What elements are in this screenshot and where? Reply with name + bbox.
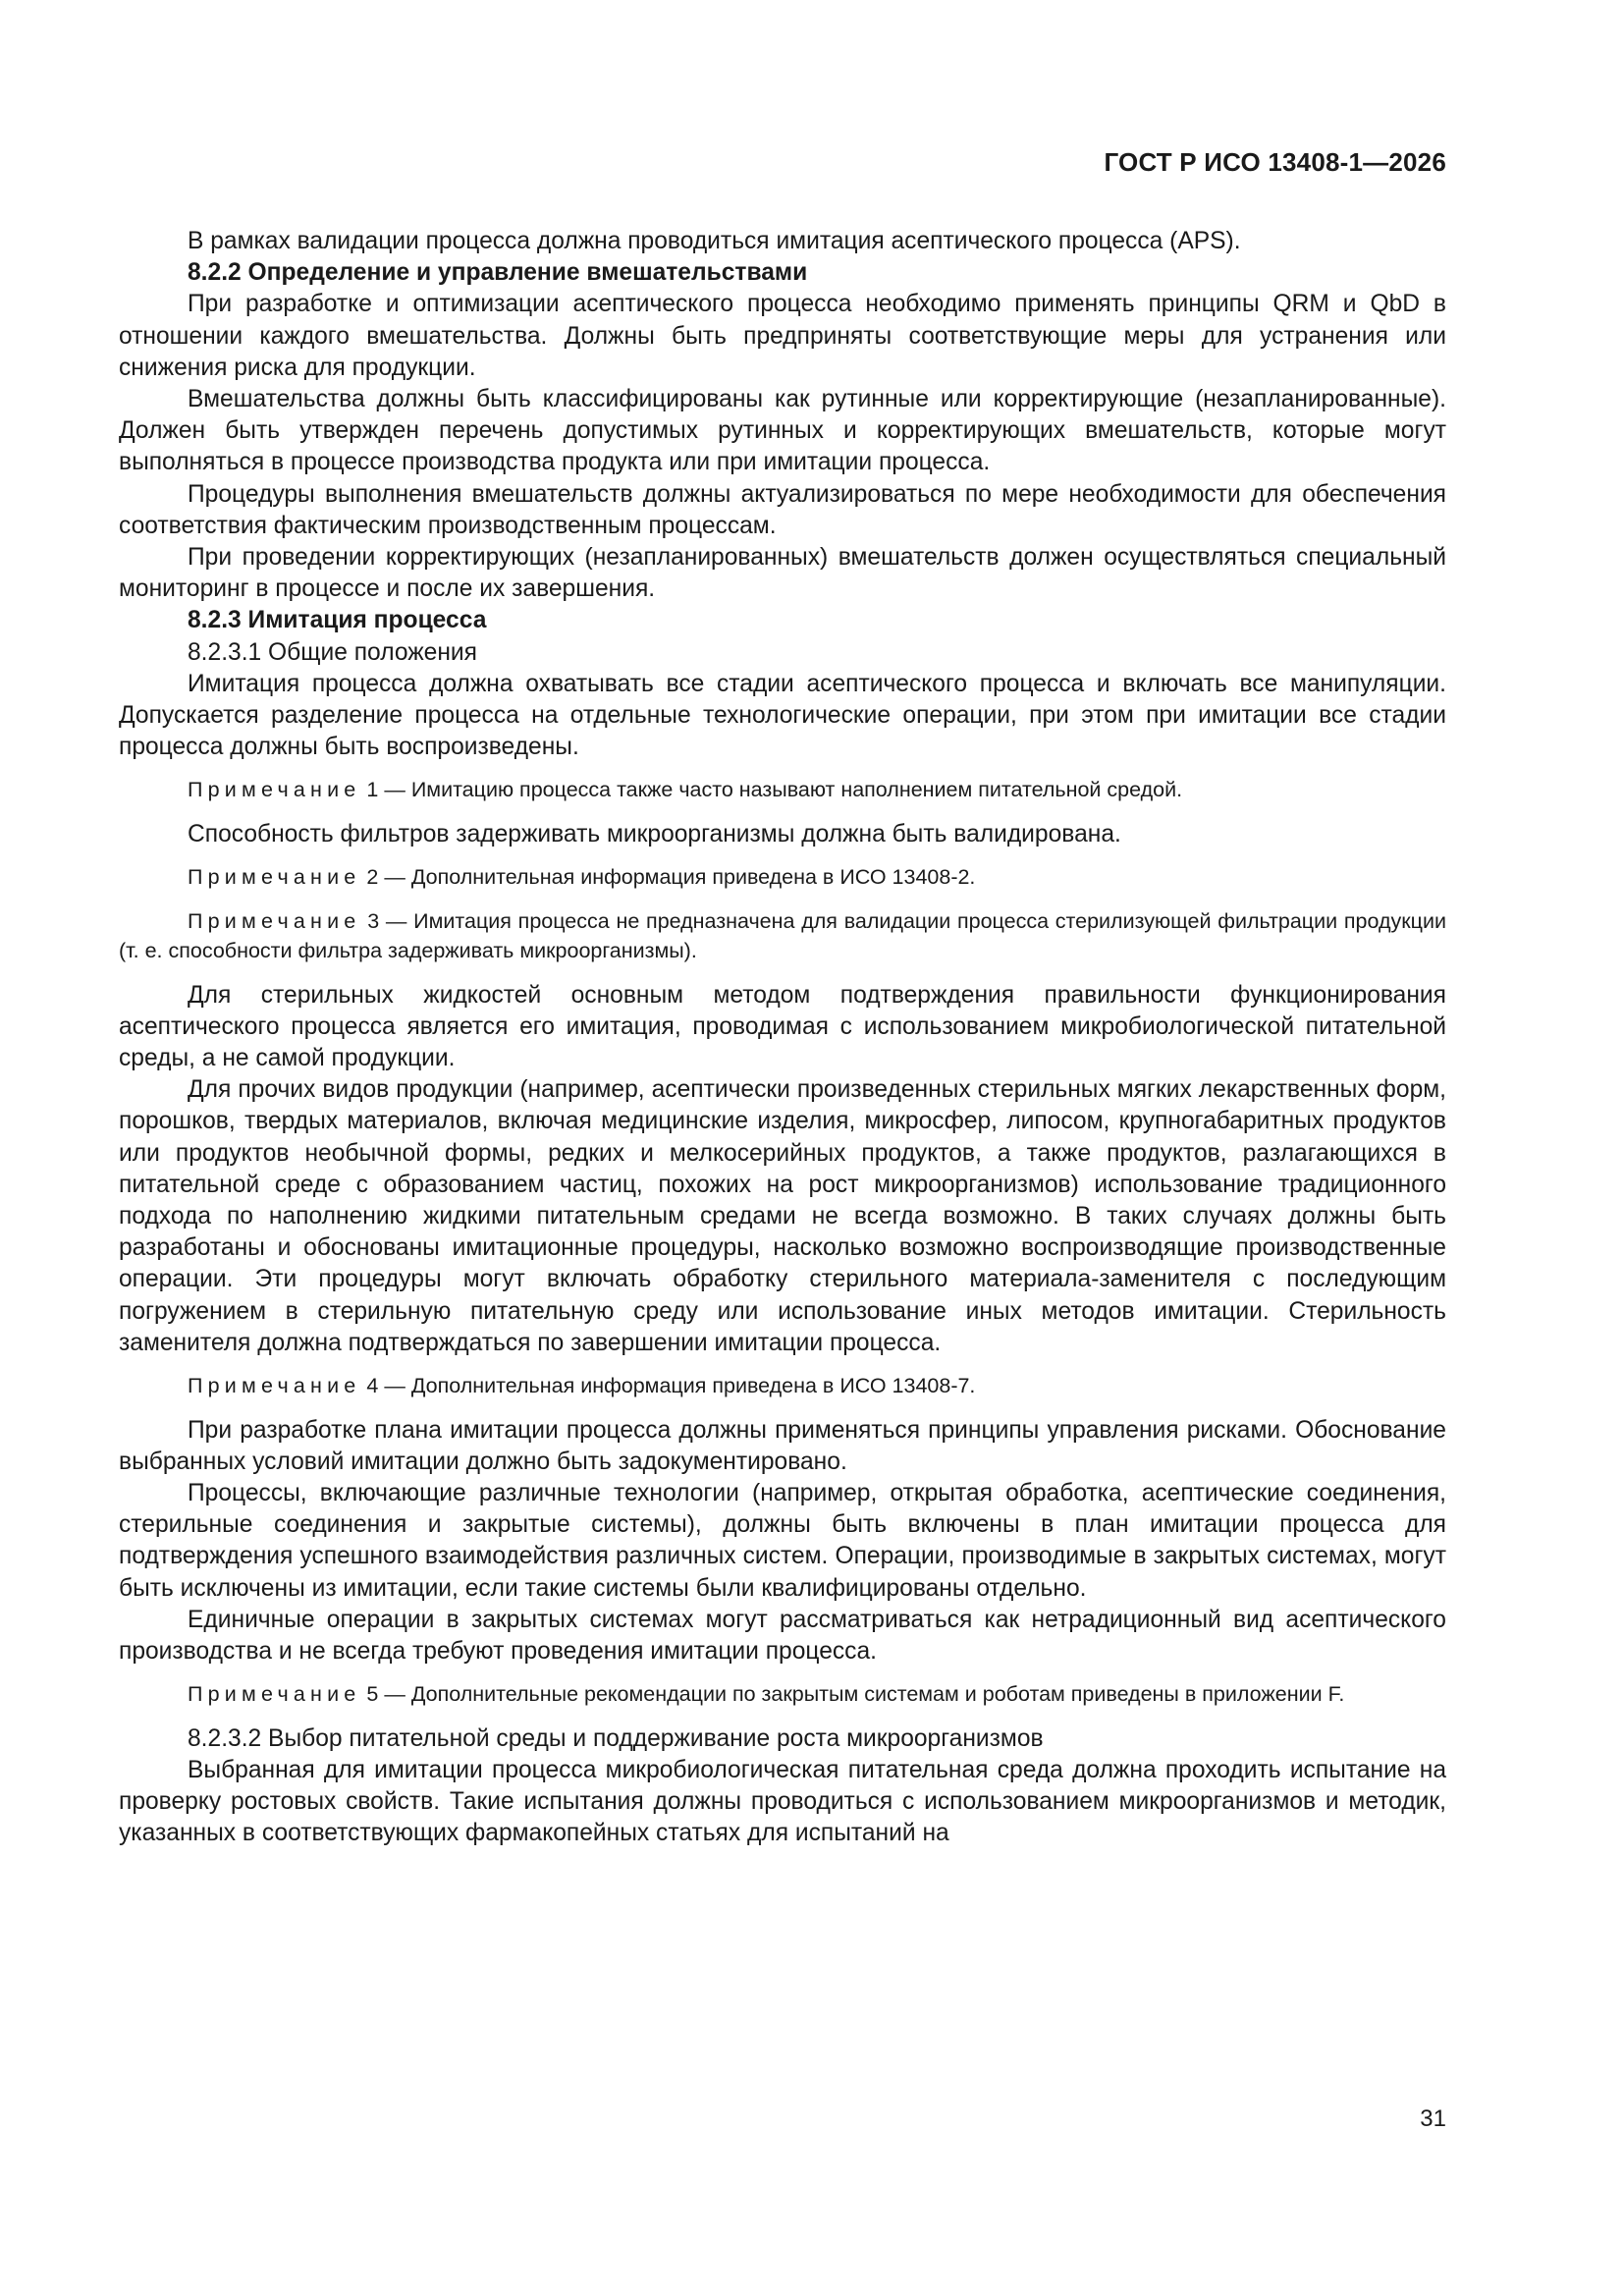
note-label: Примечание	[188, 908, 361, 933]
note	[119, 1371, 1446, 1401]
paragraph: Выбранная для имитации процесса микробиологическая питательная среда должна проходить испытание на проверку ростовых свойств. Такие испытания должны проводиться с использованием микроорганизмов и методик, указанных в соответствующих фармакопейных статьях для испытаний на	[119, 1756, 1446, 1847]
note-label: Примечание	[188, 1374, 361, 1398]
page-number: 31	[1420, 2105, 1446, 2132]
note	[119, 775, 1446, 805]
paragraph: Для прочих видов продукции (например, асептически произведенных стерильных мягких лекарственных форм, порошков, твердых материалов, включая медицинские изделия, микросфер, липосом, крупногабаритных продуктов или продуктов необычной формы, редких и мелкосерийных продуктов, а также продуктов, разлагающихся в питательной среде с образованием частиц, похожих на рост микроорганизмов) использование традиционного подхода по наполнению жидкими питательным средами не всегда возможно. В таких случаях должны быть разработаны и обоснованы имитационные процедуры, насколько возможно воспроизводящие производственные операции. Эти процедуры могут включать обработку стерильного материала-заменителя с последующим погружением в стерильную питательную среду или использование иных методов имитации. Стерильность заменителя должна подтверждаться по завершении имитации процесса.	[119, 1076, 1446, 1356]
note-text: 2 — Дополнительная информация приведена в ИСО 13408-2.	[360, 865, 976, 890]
section-heading: 8.2.3 Имитация процесса	[188, 607, 487, 634]
note-label: Примечание	[188, 778, 361, 802]
paragraph: Для стерильных жидкостей основным методом подтверждения правильности функционирования асептического процесса является его имитация, проводимая с использованием микробиологической питательной среды, а не самой продукции.	[119, 981, 1446, 1072]
paragraph: При разработке и оптимизации асептического процесса необходимо применять принципы QRM и QbD в отношении каждого вмешательства. Должны быть предприняты соответствующие меры для устранения или снижения риска для продукции.	[119, 291, 1446, 381]
paragraph: Имитация процесса должна охватывать все стадии асептического процесса и включать все манипуляции. Допускается разделение процесса на отдельные технологические операции, при этом при имитации все стадии процесса должны быть воспроизведены.	[119, 670, 1446, 761]
paragraph: При проведении корректирующих (незапланированных) вмешательств должен осуществляться специальный мониторинг в процессе и после их завершения.	[119, 544, 1446, 603]
section-heading: 8.2.2 Определение и управление вмешательствами	[188, 259, 808, 287]
note-text: 1 — Имитацию процесса также часто называют наполнением питательной средой.	[360, 778, 1183, 802]
paragraph: Процедуры выполнения вмешательств должны актуализироваться по мере необходимости для обеспечения соответствия фактическим производственным процессам.	[119, 480, 1446, 539]
paragraph: Вмешательства должны быть классифицированы как рутинные или корректирующие (незапланированные). Должен быть утвержден перечень допустимых рутинных и корректирующих вмешательств, которые могут выполняться в процессе производства продукта или при имитации процесса.	[119, 386, 1446, 476]
paragraph: Способность фильтров задерживать микроорганизмы должна быть валидирована.	[188, 820, 1121, 847]
paragraph: В рамках валидации процесса должна проводиться имитация асептического процесса (APS).	[188, 228, 1241, 254]
paragraph: Единичные операции в закрытых системах могут рассматриваться как нетрадиционный вид асептического производства и не всегда требуют проведения имитации процесса.	[119, 1606, 1446, 1666]
note-label: Примечание	[188, 1682, 361, 1707]
note-label: Примечание	[188, 865, 361, 890]
paragraph: При разработке плана имитации процесса должны применяться принципы управления рисками. Обоснование выбранных условий имитации должно быть задокументировано.	[119, 1416, 1446, 1475]
document-id-header: ГОСТ Р ИСО 13408-1—2026	[1104, 147, 1446, 177]
subsection-title: 8.2.3.2 Выбор питательной среды и поддерживание роста микроорганизмов	[188, 1724, 1044, 1752]
subsection-title: 8.2.3.1 Общие положения	[188, 638, 477, 666]
note-text: 5 — Дополнительные рекомендации по закрытым системам и роботам приведены в приложении F.	[360, 1682, 1345, 1707]
document-body	[119, 226, 1446, 1850]
note-text: 3 — Имитация процесса не предназначена для валидации процесса стерилизующей фильтрации продукции (т. е. способности фильтра задерживать микроорганизмы).	[119, 908, 1446, 963]
note	[119, 906, 1446, 966]
note-text: 4 — Дополнительная информация приведена в ИСО 13408-7.	[360, 1374, 976, 1398]
note	[119, 862, 1446, 893]
note	[119, 1679, 1446, 1710]
paragraph: Процессы, включающие различные технологии (например, открытая обработка, асептические соединения, стерильные соединения и закрытые системы), должны быть включены в план имитации процесса для подтверждения успешного взаимодействия различных систем. Операции, производимые в закрытых системах, могут быть исключены из имитации, если такие системы были квалифицированы отдельно.	[119, 1480, 1446, 1602]
